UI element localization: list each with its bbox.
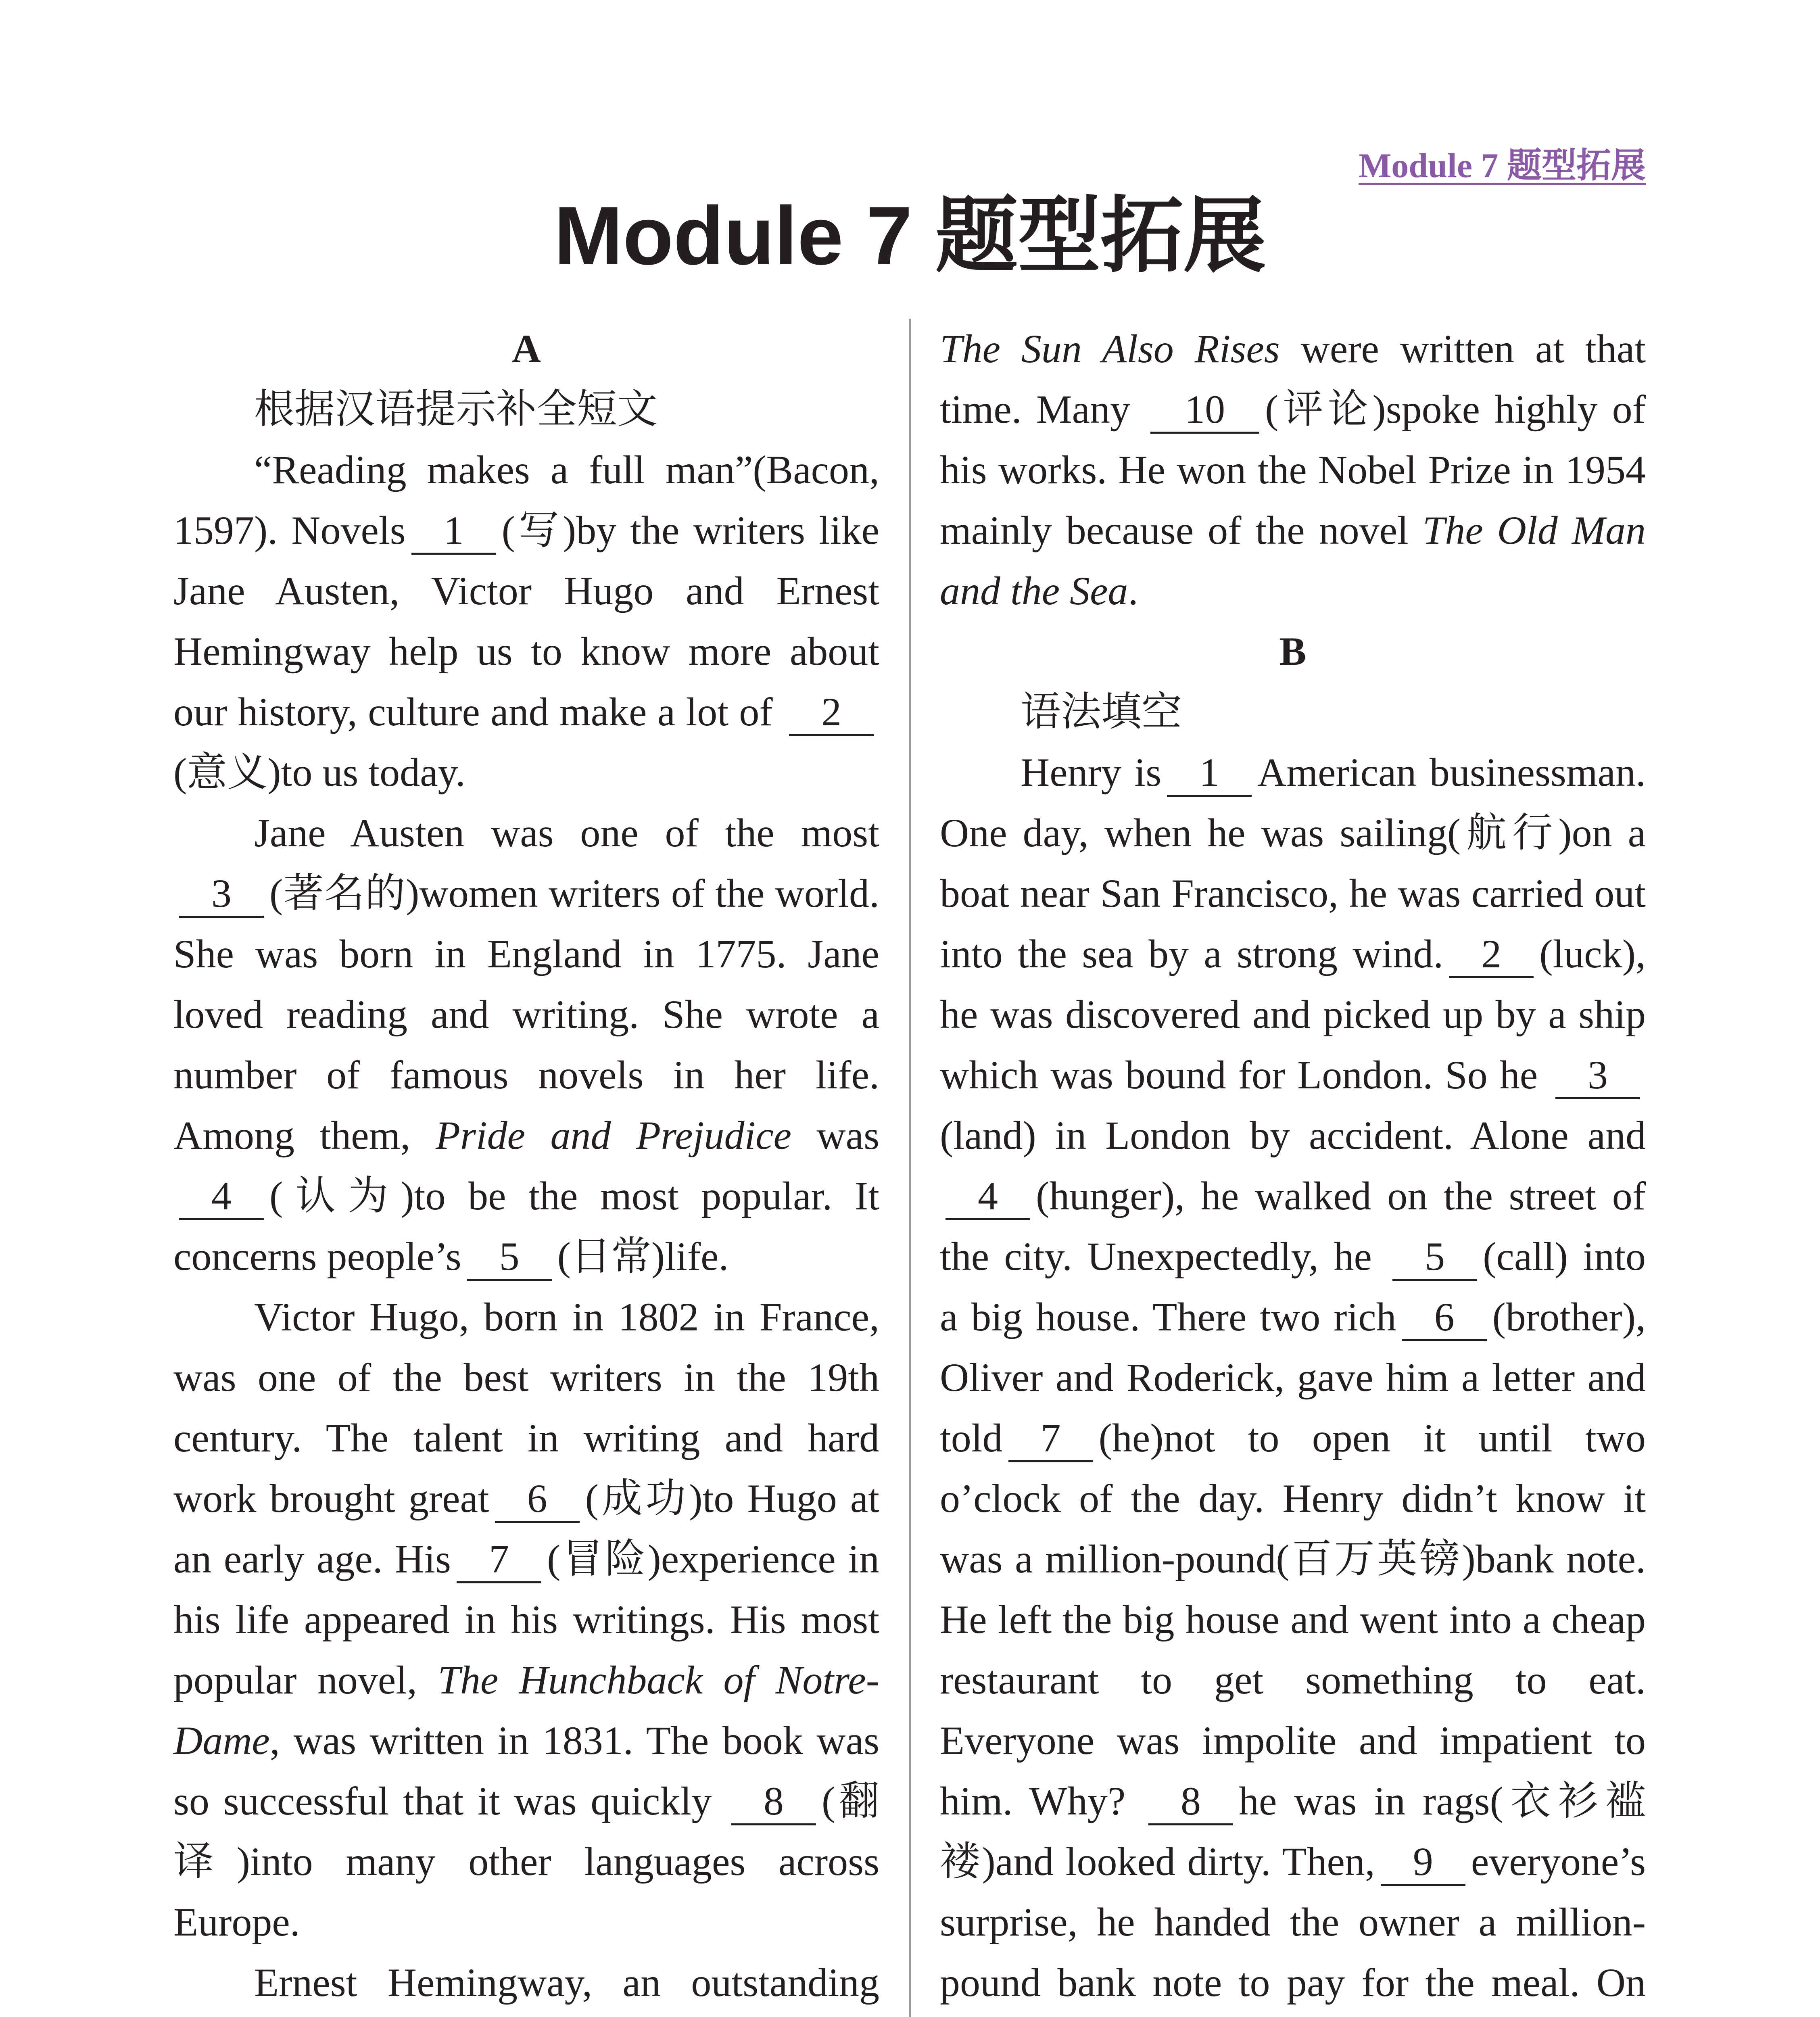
text: Henry is [1021,750,1162,795]
blank-a5[interactable]: 5 [467,1234,552,1281]
column-divider [909,319,911,2017]
text: (land) in London by accident. Alone and [940,1113,1646,1158]
paragraph-4-continued [940,319,1646,621]
blank-b1[interactable]: 1 [1167,750,1252,797]
text: , was written in 1831. The book was so successful that it was quickly [173,1718,879,1823]
text: (评论)spoke highly of his works. He won the Nobel Prize in 1954 mainly because of the novel [940,387,1646,553]
text: (hunger), he walked on the street of the city. Unexpectedly, he [940,1173,1646,1279]
book-title: The Hunchback of Notre-Dame [173,1658,880,1763]
text: (luck), he was discovered and picked up by a ship which was bound for London. So he [940,931,1646,1097]
text: (意义)to us today. [173,750,465,795]
page-title: Module 7 题型拓展 [554,190,1266,282]
text: Victor Hugo, born in 1802 in France, was one of the best writers in the 19th century. The talent in writing and hard work brought great [173,1295,879,1521]
paragraph-1 [173,440,879,803]
text: (写)by the writers like Jane Austen, Victor Hugo and Ernest Hemingway help us to know more about our history, culture and make a lot of [173,508,880,734]
text: (认为)to be the most popular. It concerns people’s [173,1173,879,1279]
blank-b6[interactable]: 6 [1402,1295,1487,1341]
blank-b7[interactable]: 7 [1008,1416,1093,1462]
blank-a3[interactable]: 3 [179,871,264,918]
section-b-instruction: 语法填空 [1021,689,1182,734]
text: were written at that time. Many [940,326,1646,432]
text: he was in rags(衣衫褴褛)and looked dirty. Then, [940,1779,1646,1884]
blank-a10[interactable]: 10 [1150,387,1259,434]
text: was [816,1113,879,1158]
blank-b2[interactable]: 2 [1449,932,1534,978]
blank-a2[interactable]: 2 [789,690,874,736]
book-title: The Old Man and the Sea [940,508,1646,613]
text: Ernest Hemingway, an outstanding [254,1960,879,2005]
running-header: Module 7 题型拓展 [1359,146,1646,185]
book-title: The Sun Also Rises [940,326,1280,371]
paragraph-3 [173,1287,879,1952]
text: . [1128,568,1138,613]
section-a-label: A [511,326,541,371]
blank-b8[interactable]: 8 [1148,1779,1233,1825]
story-paragraph [940,742,1646,2017]
text: (call) into a big house. There two rich [940,1234,1646,1339]
text: everyone’s surprise, he handed the owner a million-pound bank note to pay for the meal. On [940,1839,1646,2005]
blank-b3[interactable]: 3 [1555,1053,1640,1099]
right-column [940,319,1646,2017]
text: (冒险)experience in his life appeared in his writings. His most popular novel, [173,1537,879,1702]
blank-b5[interactable]: 5 [1392,1234,1477,1281]
text: (brother), Oliver and Roderick, gave him a letter and told [940,1295,1646,1460]
blank-b4[interactable]: 4 [945,1174,1030,1220]
blank-a6[interactable]: 6 [495,1476,580,1523]
book-title: Pride and Prejudice [435,1113,791,1158]
text: (著名的)women writers of the world. She was born in England in 1775. Jane loved reading and writing. She wrote a number of famous novels in her life. Among them, [173,871,879,1158]
text: American businessman. One day, when he was sailing(航行)on a boat near San Francisco, he was carried out into the sea by a strong wind. [940,750,1646,976]
paragraph-4 [173,1952,879,2017]
blank-a1[interactable]: 1 [411,508,496,555]
text: (日常)life. [557,1234,729,1279]
blank-a4[interactable]: 4 [179,1174,264,1220]
text: Jane Austen was one of the most [254,810,879,855]
text: (翻译)into many other languages across Europe. [173,1779,880,1944]
section-a-instruction: 根据汉语提示补全短文 [254,387,657,432]
paragraph-2 [173,803,879,1287]
section-b-label: B [1279,629,1307,674]
blank-b9[interactable]: 9 [1381,1840,1465,1886]
text: “Reading makes a full man”(Bacon, 1597). Novels [173,447,879,553]
left-column [173,319,879,2017]
text: (成功)to Hugo at an early age. His [173,1476,879,1581]
blank-a7[interactable]: 7 [457,1537,541,1583]
blank-a8[interactable]: 8 [731,1779,816,1825]
text: (he)not to open it until two o’clock of the day. Henry didn’t know it was a million-pound(百万英镑)bank note. He left the big house and went into a cheap restaurant to get something to eat. Everyone was impolite and impatient to him. Why? [940,1416,1646,1823]
